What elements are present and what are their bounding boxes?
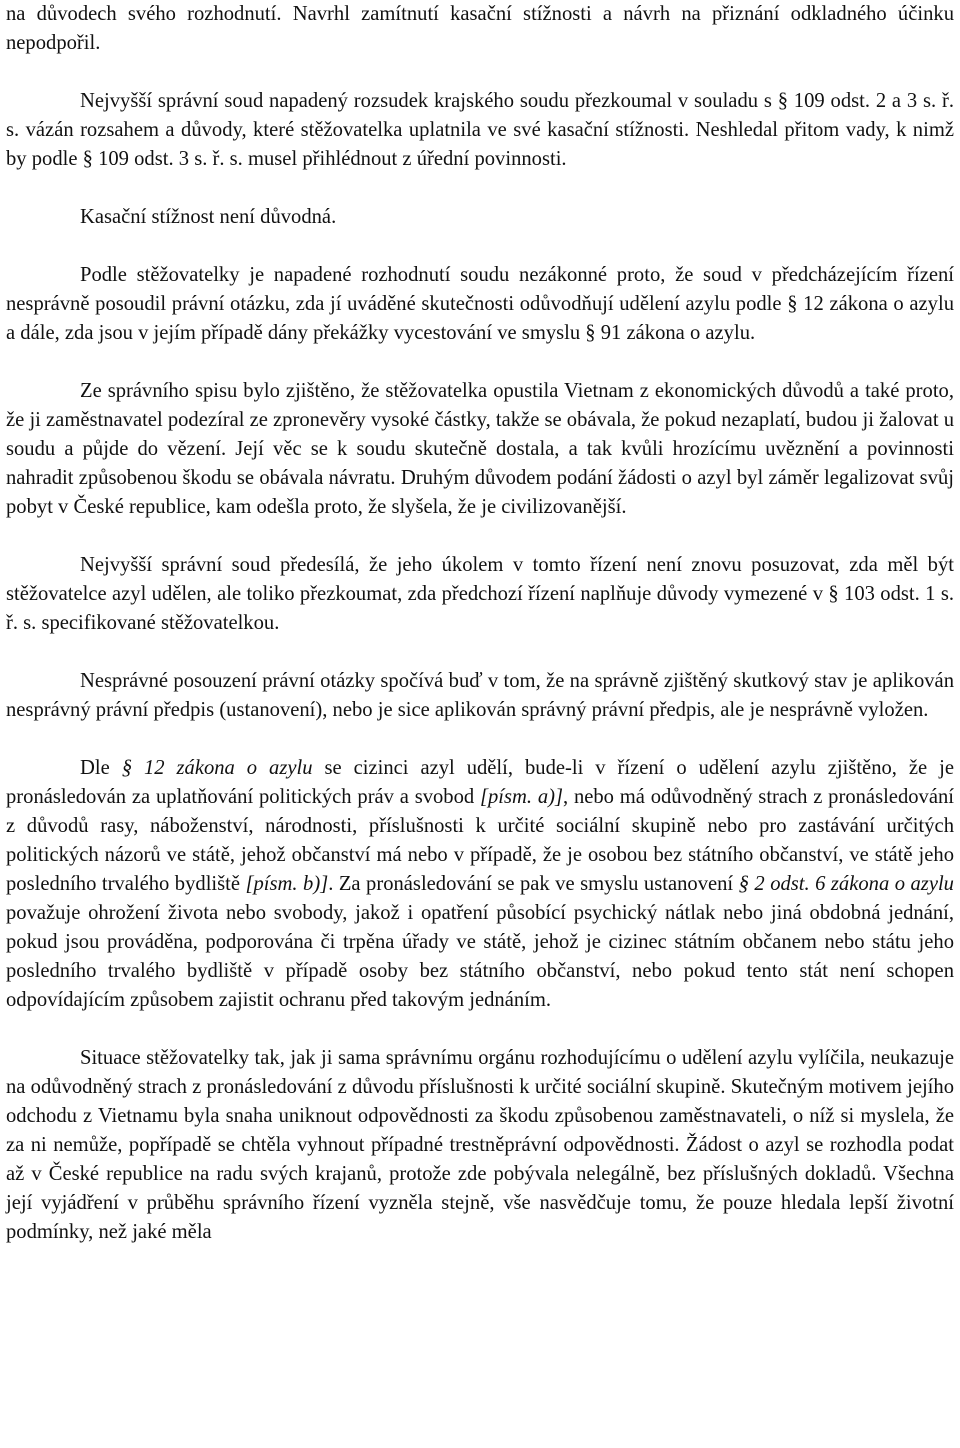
text-run: považuje ohrožení života nebo svobody, jakož i opatření působící psychický nátlak nebo jiná obdobná jednání, pokud jsou prováděna, podporována či trpěna úřady ve státě, jehož je cizinec státním občanem nebo státu jeho posledního trvalého bydliště v případě osoby bez státního občanství, nebo pokud tento stát není schopen odpovídajícím způsobem zajistit ochranu před takovým jednáním.	[6, 902, 954, 1011]
text-run: , nebo má odůvodněný strach z pronásledování z důvodů rasy, náboženství, národnosti, příslušnosti k určité sociální skupině nebo pro zastávání určitých politických názorů ve státě, jehož občanství má nebo v případě, že je osobou bez státního občanství, ve státě jeho posledního trvalého bydliště	[6, 786, 955, 895]
paragraph-verdict: Kasační stížnost není důvodná.	[80, 206, 337, 228]
law-reference: [písm. b)]	[245, 873, 329, 895]
paragraph-review-scope: Nejvyšší správní soud napadený rozsudek krajského soudu přezkoumal v souladu s § 109 odst. 2 a 3 s. ř. s. vázán rozsahem a důvody, které stěžovatelka uplatnila ve své kasační stížnosti. Neshledal přitom vady, k nimž by podle § 109 odst. 3 s. ř. s. musel přihlédnout z úřední povinnosti.	[6, 90, 954, 170]
paragraph-file-findings: Ze správního spisu bylo zjištěno, že stěžovatelka opustila Vietnam z ekonomických důvodů a také proto, že ji zaměstnavatel podezíral ze zpronevěry vysoké částky, takže se obávala, že pokud nezaplatí, budou ji žalovat u soudu a půjde do vězení. Její věc se k soudu skutečně dostala, a tak kvůli hrozícímu uvěznění a povinnosti nahradit způsobenou škodu se obávala návratu. Druhým důvodem podání žádosti o azyl byl záměr legalizovat svůj pobyt v České republice, kam odešla proto, že slyšela, že je civilizovanější.	[6, 380, 954, 518]
law-reference: § 12 zákona o azylu	[121, 757, 313, 779]
paragraph-complainant-argument: Podle stěžovatelky je napadené rozhodnutí soudu nezákonné proto, že soud v předcházejícím řízení nesprávně posoudil právní otázku, zda jí uváděné skutečnosti odůvodňují udělení azylu podle § 12 zákona o azylu a dále, zda jsou v jejím případě dány překážky vycestování ve smyslu § 91 zákona o azylu.	[6, 264, 954, 344]
text-run: . Za pronásledování se pak ve smyslu ustanovení	[328, 873, 739, 895]
law-reference: § 2 odst. 6 zákona o azylu	[738, 873, 954, 895]
text-run: Dle	[80, 757, 122, 779]
paragraph-court-task: Nejvyšší správní soud předesílá, že jeho úkolem v tomto řízení není znovu posuzovat, zda měl být stěžovatelce azyl udělen, ale toliko přezkoumat, zda předchozí řízení naplňuje důvody vymezené v § 103 odst. 1 s. ř. s. specifikované stěžovatelkou.	[6, 554, 954, 634]
paragraph-continuation: na důvodech svého rozhodnutí. Navrhl zamítnutí kasační stížnosti a návrh na přiznání odkladného účinku nepodpořil.	[6, 3, 954, 54]
law-reference: [písm. a)]	[479, 786, 564, 808]
text-run: se cizinci azyl udělí, bude-li v řízení o udělení azylu zjištěno, že je pronásledován za uplatňování politických práv a svobod	[6, 757, 954, 808]
paragraph-complainant-situation: Situace stěžovatelky tak, jak ji sama správnímu orgánu rozhodujícímu o udělení azylu vylíčila, neukazuje na odůvodněný strach z pronásledování z důvodu příslušnosti k určité sociální skupině. Skutečným motivem jejího odchodu z Vietnamu byla snaha uniknout odpovědnosti za škodu způsobenou zaměstnavateli, o níž si myslela, že za ni nemůže, popřípadě se chtěla vyhnout případné trestněprávní odpovědnosti. Žádost o azyl se rozhodla podat až v České republice na radu svých krajanů, protože zde pobývala nelegálně, bez příslušných dokladů. Všechna její vyjádření v průběhu správního řízení vyzněla stejně, vše nasvědčuje tomu, že pouze hledala lepší životní podmínky, než jaké měla	[6, 1047, 954, 1243]
paragraph-asylum-law	[6, 754, 954, 1015]
paragraph-legal-question: Nesprávné posouzení právní otázky spočívá buď v tom, že na správně zjištěný skutkový stav je aplikován nesprávný právní předpis (ustanovení), nebo je sice aplikován správný právní předpis, ale je nesprávně vyložen.	[6, 670, 954, 721]
